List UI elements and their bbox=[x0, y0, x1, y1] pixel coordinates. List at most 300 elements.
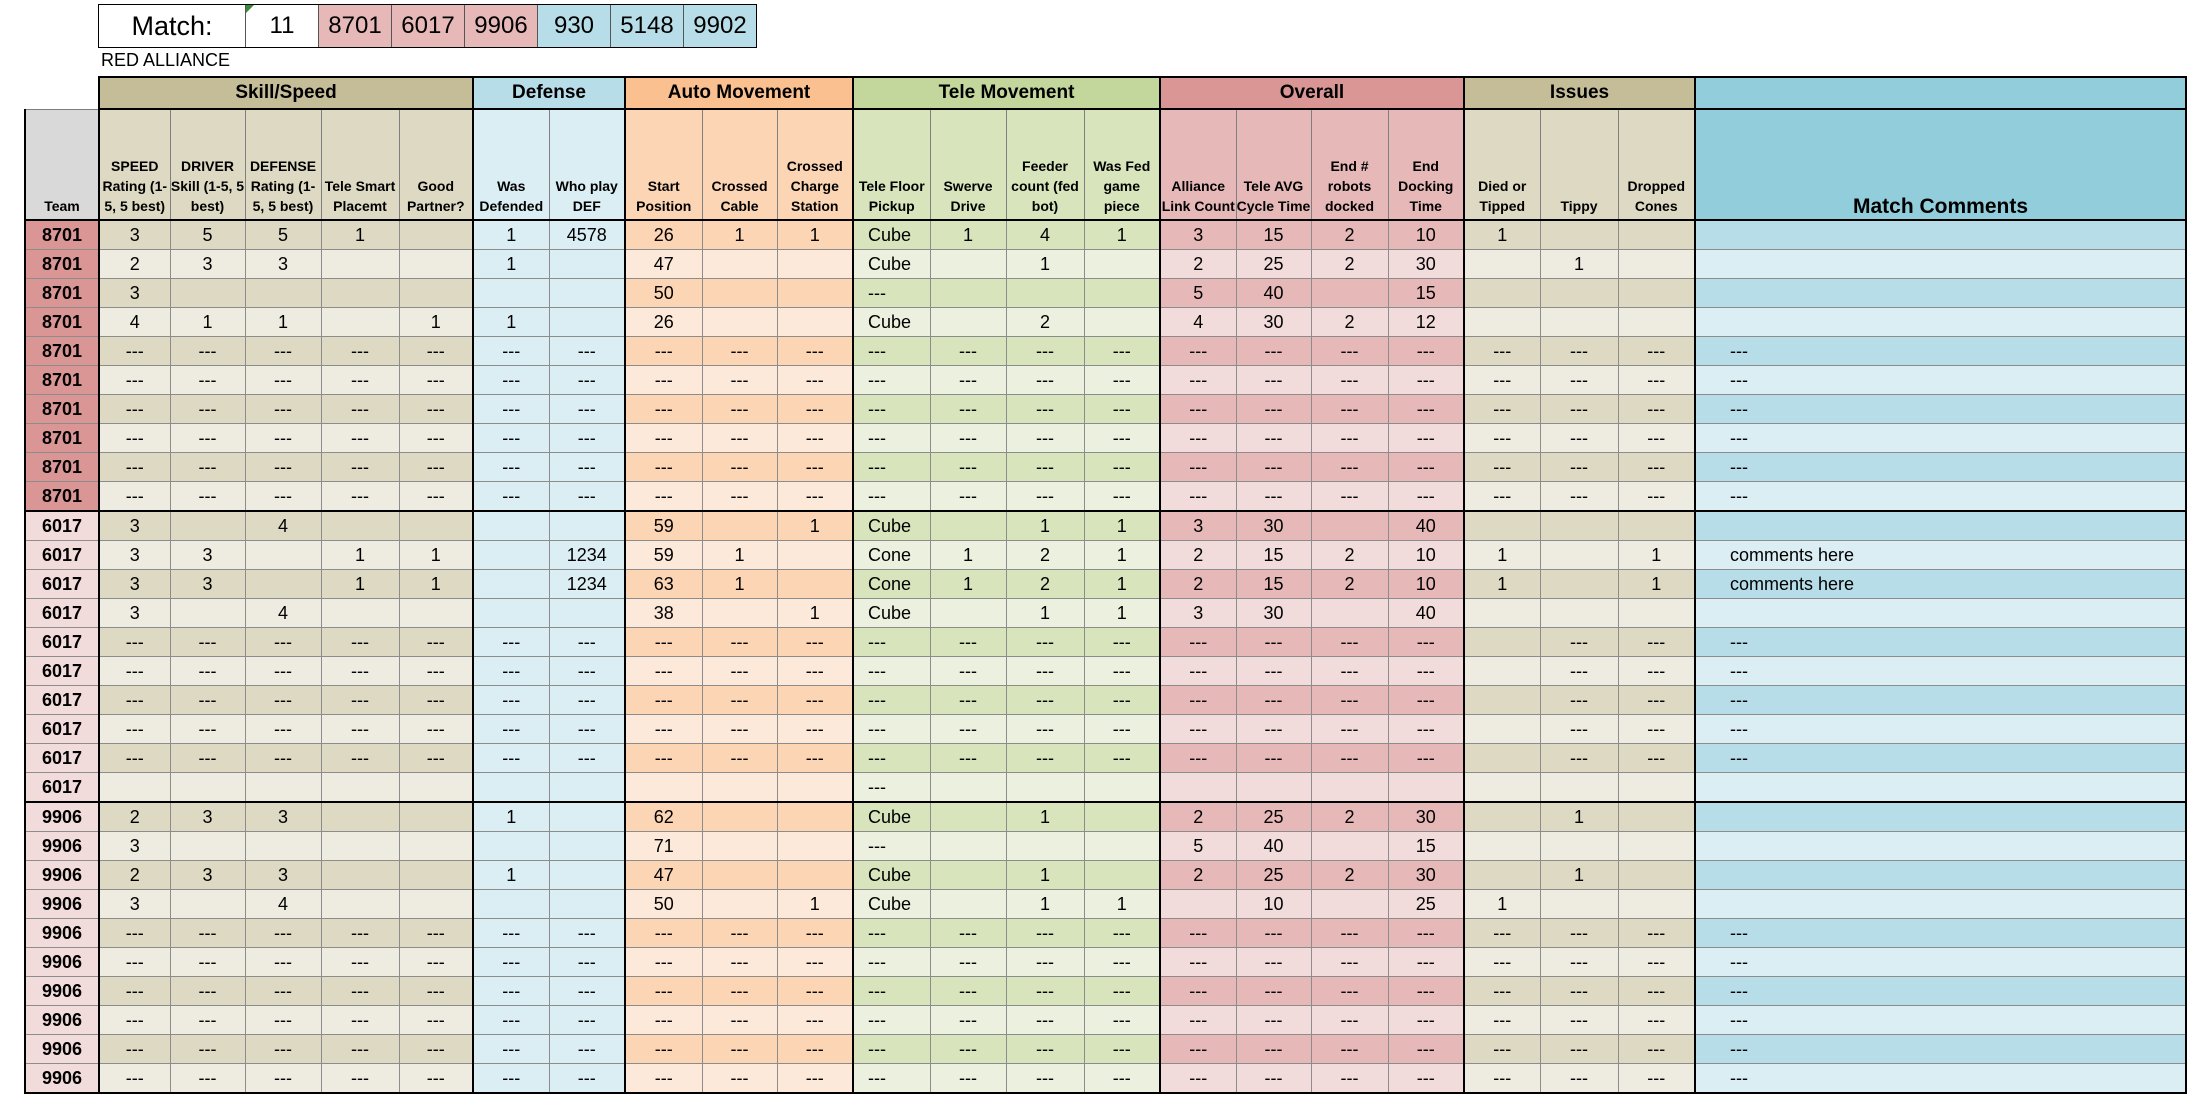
data-cell[interactable]: --- bbox=[853, 628, 930, 657]
comment-cell[interactable]: --- bbox=[1695, 366, 2186, 395]
comment-cell[interactable]: --- bbox=[1695, 657, 2186, 686]
data-cell[interactable]: --- bbox=[321, 1035, 399, 1064]
data-cell[interactable]: --- bbox=[473, 1035, 549, 1064]
data-cell[interactable] bbox=[777, 250, 853, 279]
data-cell[interactable]: --- bbox=[473, 919, 549, 948]
data-cell[interactable]: --- bbox=[1540, 1006, 1618, 1035]
data-cell[interactable]: 1 bbox=[1540, 861, 1618, 890]
data-cell[interactable]: --- bbox=[625, 424, 702, 453]
data-cell[interactable]: 1 bbox=[1006, 511, 1084, 541]
data-cell[interactable]: --- bbox=[702, 715, 777, 744]
data-cell[interactable]: 1 bbox=[1006, 250, 1084, 279]
data-cell[interactable]: --- bbox=[1311, 715, 1388, 744]
data-cell[interactable]: --- bbox=[1236, 977, 1311, 1006]
data-cell[interactable]: --- bbox=[549, 657, 625, 686]
data-cell[interactable] bbox=[1084, 861, 1160, 890]
data-cell[interactable]: --- bbox=[399, 337, 473, 366]
data-cell[interactable]: --- bbox=[853, 773, 930, 803]
data-cell[interactable]: --- bbox=[1236, 1006, 1311, 1035]
data-cell[interactable]: --- bbox=[245, 424, 321, 453]
data-cell[interactable]: 1 bbox=[1084, 511, 1160, 541]
data-cell[interactable] bbox=[1464, 628, 1540, 657]
data-cell[interactable]: 2 bbox=[1311, 861, 1388, 890]
comment-cell[interactable]: --- bbox=[1695, 424, 2186, 453]
team-cell[interactable]: 8701 bbox=[25, 279, 99, 308]
blue-team-3-cell[interactable]: 9902 bbox=[684, 5, 756, 47]
data-cell[interactable]: 4 bbox=[1160, 308, 1236, 337]
data-cell[interactable]: --- bbox=[1006, 657, 1084, 686]
data-cell[interactable] bbox=[930, 802, 1006, 832]
red-team-1-cell[interactable]: 8701 bbox=[319, 5, 392, 47]
data-cell[interactable] bbox=[1311, 279, 1388, 308]
data-cell[interactable] bbox=[1540, 308, 1618, 337]
data-cell[interactable]: --- bbox=[625, 715, 702, 744]
data-cell[interactable]: --- bbox=[1618, 1035, 1695, 1064]
data-cell[interactable]: --- bbox=[99, 453, 170, 482]
data-cell[interactable]: --- bbox=[853, 279, 930, 308]
data-cell[interactable]: --- bbox=[245, 366, 321, 395]
data-cell[interactable]: 2 bbox=[99, 802, 170, 832]
data-cell[interactable]: 1 bbox=[1540, 250, 1618, 279]
data-cell[interactable]: --- bbox=[1006, 366, 1084, 395]
comment-cell[interactable] bbox=[1695, 599, 2186, 628]
data-cell[interactable]: --- bbox=[473, 337, 549, 366]
data-cell[interactable]: --- bbox=[1540, 424, 1618, 453]
data-cell[interactable]: --- bbox=[170, 948, 245, 977]
data-cell[interactable]: 62 bbox=[625, 802, 702, 832]
data-cell[interactable]: 2 bbox=[1160, 541, 1236, 570]
data-cell[interactable]: --- bbox=[1160, 1006, 1236, 1035]
data-cell[interactable]: --- bbox=[930, 657, 1006, 686]
data-cell[interactable] bbox=[549, 279, 625, 308]
data-cell[interactable]: --- bbox=[625, 977, 702, 1006]
data-cell[interactable]: --- bbox=[1618, 453, 1695, 482]
data-cell[interactable] bbox=[321, 861, 399, 890]
data-cell[interactable]: --- bbox=[321, 657, 399, 686]
data-cell[interactable]: 1 bbox=[1464, 570, 1540, 599]
data-cell[interactable]: --- bbox=[777, 337, 853, 366]
data-cell[interactable]: 1 bbox=[399, 570, 473, 599]
data-cell[interactable] bbox=[245, 279, 321, 308]
data-cell[interactable]: 10 bbox=[1388, 541, 1464, 570]
data-cell[interactable]: --- bbox=[1540, 715, 1618, 744]
data-cell[interactable] bbox=[625, 773, 702, 803]
data-cell[interactable]: 1 bbox=[321, 220, 399, 250]
data-cell[interactable]: 3 bbox=[245, 802, 321, 832]
data-cell[interactable]: --- bbox=[321, 337, 399, 366]
data-cell[interactable]: --- bbox=[549, 919, 625, 948]
data-cell[interactable]: --- bbox=[549, 1035, 625, 1064]
data-cell[interactable] bbox=[321, 511, 399, 541]
data-cell[interactable]: --- bbox=[702, 948, 777, 977]
data-cell[interactable]: 2 bbox=[1311, 570, 1388, 599]
data-cell[interactable] bbox=[1006, 773, 1084, 803]
data-cell[interactable]: Cube bbox=[853, 802, 930, 832]
data-cell[interactable]: Cube bbox=[853, 511, 930, 541]
data-cell[interactable]: --- bbox=[1388, 919, 1464, 948]
data-cell[interactable]: 2 bbox=[1006, 570, 1084, 599]
data-cell[interactable]: --- bbox=[702, 453, 777, 482]
team-cell[interactable]: 8701 bbox=[25, 366, 99, 395]
data-cell[interactable]: --- bbox=[170, 337, 245, 366]
data-cell[interactable] bbox=[549, 511, 625, 541]
data-cell[interactable]: 1 bbox=[473, 220, 549, 250]
data-cell[interactable]: 3 bbox=[99, 890, 170, 919]
data-cell[interactable]: --- bbox=[1618, 948, 1695, 977]
data-cell[interactable]: --- bbox=[1464, 337, 1540, 366]
data-cell[interactable]: --- bbox=[702, 744, 777, 773]
data-cell[interactable]: --- bbox=[1160, 482, 1236, 512]
data-cell[interactable]: --- bbox=[853, 832, 930, 861]
data-cell[interactable] bbox=[1464, 657, 1540, 686]
data-cell[interactable]: --- bbox=[853, 337, 930, 366]
data-cell[interactable]: --- bbox=[1006, 1035, 1084, 1064]
data-cell[interactable]: 1 bbox=[1618, 541, 1695, 570]
data-cell[interactable]: --- bbox=[930, 744, 1006, 773]
data-cell[interactable] bbox=[702, 861, 777, 890]
column-header-feeder-count-fed-bot[interactable]: Feeder count (fed bot) bbox=[1006, 109, 1084, 220]
data-cell[interactable]: --- bbox=[1540, 919, 1618, 948]
column-header-tele-smart-placemt[interactable]: Tele Smart Placemt bbox=[321, 109, 399, 220]
team-cell[interactable]: 6017 bbox=[25, 773, 99, 803]
data-cell[interactable]: --- bbox=[473, 1006, 549, 1035]
data-cell[interactable]: 5 bbox=[245, 220, 321, 250]
data-cell[interactable]: --- bbox=[702, 1035, 777, 1064]
data-cell[interactable]: 50 bbox=[625, 279, 702, 308]
data-cell[interactable]: --- bbox=[702, 395, 777, 424]
data-cell[interactable]: 10 bbox=[1388, 570, 1464, 599]
data-cell[interactable]: --- bbox=[1540, 948, 1618, 977]
comment-cell[interactable]: --- bbox=[1695, 715, 2186, 744]
data-cell[interactable]: 1 bbox=[1084, 890, 1160, 919]
data-cell[interactable] bbox=[930, 511, 1006, 541]
data-cell[interactable]: --- bbox=[170, 1064, 245, 1094]
data-cell[interactable] bbox=[321, 599, 399, 628]
data-cell[interactable]: 1 bbox=[321, 541, 399, 570]
data-cell[interactable] bbox=[702, 832, 777, 861]
comment-cell[interactable]: --- bbox=[1695, 337, 2186, 366]
data-cell[interactable]: --- bbox=[1084, 686, 1160, 715]
data-cell[interactable] bbox=[321, 832, 399, 861]
data-cell[interactable]: --- bbox=[1084, 948, 1160, 977]
data-cell[interactable] bbox=[399, 890, 473, 919]
data-cell[interactable]: --- bbox=[1540, 482, 1618, 512]
data-cell[interactable]: 2 bbox=[1311, 541, 1388, 570]
data-cell[interactable] bbox=[1464, 250, 1540, 279]
data-cell[interactable] bbox=[170, 511, 245, 541]
group-header-com[interactable] bbox=[1695, 77, 2186, 109]
data-cell[interactable] bbox=[1540, 599, 1618, 628]
data-cell[interactable]: --- bbox=[1618, 744, 1695, 773]
data-cell[interactable]: --- bbox=[777, 744, 853, 773]
team-cell[interactable]: 9906 bbox=[25, 1035, 99, 1064]
data-cell[interactable] bbox=[1618, 890, 1695, 919]
data-cell[interactable]: --- bbox=[930, 395, 1006, 424]
data-cell[interactable]: --- bbox=[245, 395, 321, 424]
comment-cell[interactable] bbox=[1695, 250, 2186, 279]
data-cell[interactable]: --- bbox=[399, 1064, 473, 1094]
data-cell[interactable] bbox=[702, 511, 777, 541]
data-cell[interactable]: --- bbox=[1160, 686, 1236, 715]
comment-cell[interactable]: --- bbox=[1695, 482, 2186, 512]
data-cell[interactable] bbox=[1618, 773, 1695, 803]
data-cell[interactable]: 47 bbox=[625, 861, 702, 890]
data-cell[interactable]: --- bbox=[853, 1064, 930, 1094]
data-cell[interactable]: 1 bbox=[930, 541, 1006, 570]
data-cell[interactable]: 26 bbox=[625, 308, 702, 337]
data-cell[interactable] bbox=[245, 541, 321, 570]
column-header-crossed-charge-station[interactable]: Crossed Charge Station bbox=[777, 109, 853, 220]
team-cell[interactable]: 6017 bbox=[25, 744, 99, 773]
team-cell[interactable]: 9906 bbox=[25, 861, 99, 890]
data-cell[interactable]: --- bbox=[321, 919, 399, 948]
data-cell[interactable]: --- bbox=[853, 1035, 930, 1064]
comment-cell[interactable] bbox=[1695, 511, 2186, 541]
data-cell[interactable]: --- bbox=[1160, 919, 1236, 948]
data-cell[interactable]: --- bbox=[625, 744, 702, 773]
data-cell[interactable]: --- bbox=[1160, 744, 1236, 773]
data-cell[interactable]: Cone bbox=[853, 570, 930, 599]
data-cell[interactable]: --- bbox=[777, 453, 853, 482]
data-cell[interactable]: --- bbox=[170, 424, 245, 453]
data-cell[interactable] bbox=[702, 773, 777, 803]
data-cell[interactable]: --- bbox=[1618, 395, 1695, 424]
data-cell[interactable] bbox=[1084, 308, 1160, 337]
group-header-def[interactable]: Defense bbox=[473, 77, 625, 109]
data-cell[interactable]: --- bbox=[170, 1035, 245, 1064]
data-cell[interactable]: --- bbox=[702, 424, 777, 453]
data-cell[interactable]: 3 bbox=[245, 861, 321, 890]
data-cell[interactable]: 1 bbox=[1006, 599, 1084, 628]
data-cell[interactable]: 1 bbox=[473, 250, 549, 279]
comment-cell[interactable] bbox=[1695, 832, 2186, 861]
data-cell[interactable] bbox=[777, 570, 853, 599]
data-cell[interactable] bbox=[473, 890, 549, 919]
data-cell[interactable]: --- bbox=[170, 715, 245, 744]
data-cell[interactable]: 1 bbox=[399, 308, 473, 337]
data-cell[interactable]: 25 bbox=[1236, 802, 1311, 832]
data-cell[interactable] bbox=[1084, 279, 1160, 308]
data-cell[interactable]: --- bbox=[245, 1006, 321, 1035]
data-cell[interactable]: --- bbox=[625, 395, 702, 424]
data-cell[interactable]: --- bbox=[853, 686, 930, 715]
column-header-who-play-def[interactable]: Who play DEF bbox=[549, 109, 625, 220]
data-cell[interactable]: --- bbox=[549, 628, 625, 657]
data-cell[interactable] bbox=[245, 570, 321, 599]
data-cell[interactable]: --- bbox=[321, 1006, 399, 1035]
data-cell[interactable]: --- bbox=[1160, 395, 1236, 424]
data-cell[interactable]: --- bbox=[1006, 1006, 1084, 1035]
data-cell[interactable]: 3 bbox=[99, 599, 170, 628]
group-header-auto[interactable]: Auto Movement bbox=[625, 77, 853, 109]
data-cell[interactable]: --- bbox=[549, 366, 625, 395]
data-cell[interactable]: --- bbox=[930, 337, 1006, 366]
comment-cell[interactable]: --- bbox=[1695, 1064, 2186, 1094]
data-cell[interactable]: --- bbox=[549, 1064, 625, 1094]
data-cell[interactable]: 40 bbox=[1388, 599, 1464, 628]
comment-cell[interactable]: --- bbox=[1695, 948, 2186, 977]
data-cell[interactable]: 2 bbox=[1160, 802, 1236, 832]
data-cell[interactable]: 3 bbox=[245, 250, 321, 279]
data-cell[interactable]: --- bbox=[1618, 628, 1695, 657]
data-cell[interactable] bbox=[930, 861, 1006, 890]
team-cell[interactable]: 8701 bbox=[25, 337, 99, 366]
data-cell[interactable]: --- bbox=[930, 1006, 1006, 1035]
data-cell[interactable]: --- bbox=[625, 366, 702, 395]
data-cell[interactable]: 3 bbox=[1160, 511, 1236, 541]
data-cell[interactable]: --- bbox=[1084, 1006, 1160, 1035]
data-cell[interactable]: --- bbox=[777, 919, 853, 948]
data-cell[interactable] bbox=[399, 511, 473, 541]
data-cell[interactable]: 3 bbox=[170, 541, 245, 570]
data-cell[interactable]: --- bbox=[777, 657, 853, 686]
comment-cell[interactable] bbox=[1695, 220, 2186, 250]
data-cell[interactable]: 3 bbox=[170, 861, 245, 890]
data-cell[interactable]: --- bbox=[1388, 453, 1464, 482]
data-cell[interactable]: --- bbox=[1540, 628, 1618, 657]
data-cell[interactable]: --- bbox=[777, 1064, 853, 1094]
data-cell[interactable] bbox=[170, 832, 245, 861]
data-cell[interactable]: 15 bbox=[1236, 541, 1311, 570]
data-cell[interactable]: --- bbox=[99, 366, 170, 395]
data-cell[interactable]: --- bbox=[321, 1064, 399, 1094]
data-cell[interactable]: --- bbox=[930, 715, 1006, 744]
data-cell[interactable]: 1 bbox=[930, 570, 1006, 599]
data-cell[interactable] bbox=[1006, 279, 1084, 308]
data-cell[interactable] bbox=[321, 773, 399, 803]
data-cell[interactable]: --- bbox=[1311, 482, 1388, 512]
data-cell[interactable] bbox=[549, 802, 625, 832]
data-cell[interactable] bbox=[1388, 773, 1464, 803]
group-header-skill[interactable]: Skill/Speed bbox=[99, 77, 473, 109]
data-cell[interactable]: 3 bbox=[99, 541, 170, 570]
data-cell[interactable]: --- bbox=[1388, 1006, 1464, 1035]
data-cell[interactable]: 3 bbox=[170, 250, 245, 279]
data-cell[interactable]: --- bbox=[399, 1035, 473, 1064]
team-cell[interactable]: 6017 bbox=[25, 511, 99, 541]
data-cell[interactable]: --- bbox=[1311, 1006, 1388, 1035]
data-cell[interactable]: --- bbox=[1388, 657, 1464, 686]
match-label[interactable]: Match: bbox=[99, 5, 246, 47]
data-cell[interactable]: --- bbox=[473, 657, 549, 686]
data-cell[interactable]: 15 bbox=[1236, 220, 1311, 250]
data-cell[interactable] bbox=[1464, 279, 1540, 308]
data-cell[interactable]: 5 bbox=[170, 220, 245, 250]
data-cell[interactable]: 2 bbox=[1311, 220, 1388, 250]
data-cell[interactable] bbox=[1006, 832, 1084, 861]
data-cell[interactable]: --- bbox=[1084, 628, 1160, 657]
data-cell[interactable]: --- bbox=[1464, 453, 1540, 482]
data-cell[interactable]: --- bbox=[1311, 337, 1388, 366]
data-cell[interactable] bbox=[321, 250, 399, 279]
data-cell[interactable]: --- bbox=[99, 1064, 170, 1094]
data-cell[interactable]: --- bbox=[930, 453, 1006, 482]
data-cell[interactable] bbox=[549, 890, 625, 919]
data-cell[interactable]: 1 bbox=[1006, 861, 1084, 890]
data-cell[interactable]: --- bbox=[1618, 1006, 1695, 1035]
team-cell[interactable]: 8701 bbox=[25, 250, 99, 279]
data-cell[interactable]: --- bbox=[777, 628, 853, 657]
data-cell[interactable] bbox=[399, 279, 473, 308]
data-cell[interactable]: --- bbox=[1084, 919, 1160, 948]
data-cell[interactable]: 71 bbox=[625, 832, 702, 861]
data-cell[interactable] bbox=[1540, 541, 1618, 570]
data-cell[interactable]: --- bbox=[399, 395, 473, 424]
data-cell[interactable]: --- bbox=[1540, 1064, 1618, 1094]
data-cell[interactable]: --- bbox=[1236, 919, 1311, 948]
data-cell[interactable] bbox=[1618, 308, 1695, 337]
data-cell[interactable]: --- bbox=[1540, 686, 1618, 715]
data-cell[interactable]: Cube bbox=[853, 599, 930, 628]
data-cell[interactable]: --- bbox=[170, 744, 245, 773]
data-cell[interactable]: --- bbox=[1618, 424, 1695, 453]
data-cell[interactable]: --- bbox=[1084, 715, 1160, 744]
data-cell[interactable] bbox=[1618, 511, 1695, 541]
comment-cell[interactable]: --- bbox=[1695, 977, 2186, 1006]
blue-team-1-cell[interactable]: 930 bbox=[538, 5, 611, 47]
team-cell[interactable]: 9906 bbox=[25, 1064, 99, 1094]
data-cell[interactable]: --- bbox=[245, 453, 321, 482]
data-cell[interactable]: --- bbox=[1464, 1035, 1540, 1064]
data-cell[interactable]: --- bbox=[853, 715, 930, 744]
data-cell[interactable]: --- bbox=[853, 424, 930, 453]
data-cell[interactable] bbox=[1084, 802, 1160, 832]
data-cell[interactable]: 2 bbox=[1160, 250, 1236, 279]
data-cell[interactable]: 3 bbox=[99, 220, 170, 250]
data-cell[interactable]: --- bbox=[473, 628, 549, 657]
data-cell[interactable]: Cube bbox=[853, 308, 930, 337]
data-cell[interactable] bbox=[702, 890, 777, 919]
data-cell[interactable]: --- bbox=[1540, 657, 1618, 686]
data-cell[interactable] bbox=[1160, 773, 1236, 803]
data-cell[interactable]: --- bbox=[930, 482, 1006, 512]
data-cell[interactable]: --- bbox=[853, 919, 930, 948]
data-cell[interactable]: --- bbox=[1160, 1035, 1236, 1064]
data-cell[interactable]: --- bbox=[1311, 919, 1388, 948]
column-header-swerve-drive[interactable]: Swerve Drive bbox=[930, 109, 1006, 220]
data-cell[interactable] bbox=[1464, 861, 1540, 890]
data-cell[interactable]: --- bbox=[1618, 366, 1695, 395]
data-cell[interactable]: --- bbox=[399, 628, 473, 657]
data-cell[interactable] bbox=[170, 890, 245, 919]
data-cell[interactable]: --- bbox=[321, 977, 399, 1006]
data-cell[interactable]: --- bbox=[1388, 744, 1464, 773]
data-cell[interactable] bbox=[930, 890, 1006, 919]
data-cell[interactable]: --- bbox=[473, 366, 549, 395]
data-cell[interactable]: --- bbox=[930, 919, 1006, 948]
data-cell[interactable] bbox=[930, 773, 1006, 803]
data-cell[interactable]: --- bbox=[625, 1006, 702, 1035]
data-cell[interactable] bbox=[245, 832, 321, 861]
data-cell[interactable]: --- bbox=[1006, 977, 1084, 1006]
data-cell[interactable] bbox=[1311, 773, 1388, 803]
data-cell[interactable] bbox=[1160, 890, 1236, 919]
column-header-team[interactable]: Team bbox=[25, 109, 99, 220]
data-cell[interactable]: 1 bbox=[777, 511, 853, 541]
data-cell[interactable]: --- bbox=[930, 977, 1006, 1006]
data-cell[interactable]: --- bbox=[549, 424, 625, 453]
data-cell[interactable]: --- bbox=[399, 1006, 473, 1035]
data-cell[interactable]: --- bbox=[1618, 715, 1695, 744]
data-cell[interactable] bbox=[473, 570, 549, 599]
data-cell[interactable]: 15 bbox=[1236, 570, 1311, 599]
data-cell[interactable]: 40 bbox=[1236, 832, 1311, 861]
data-cell[interactable]: --- bbox=[625, 628, 702, 657]
data-cell[interactable]: --- bbox=[99, 1006, 170, 1035]
data-cell[interactable]: --- bbox=[321, 424, 399, 453]
data-cell[interactable] bbox=[245, 773, 321, 803]
data-cell[interactable]: --- bbox=[1006, 744, 1084, 773]
